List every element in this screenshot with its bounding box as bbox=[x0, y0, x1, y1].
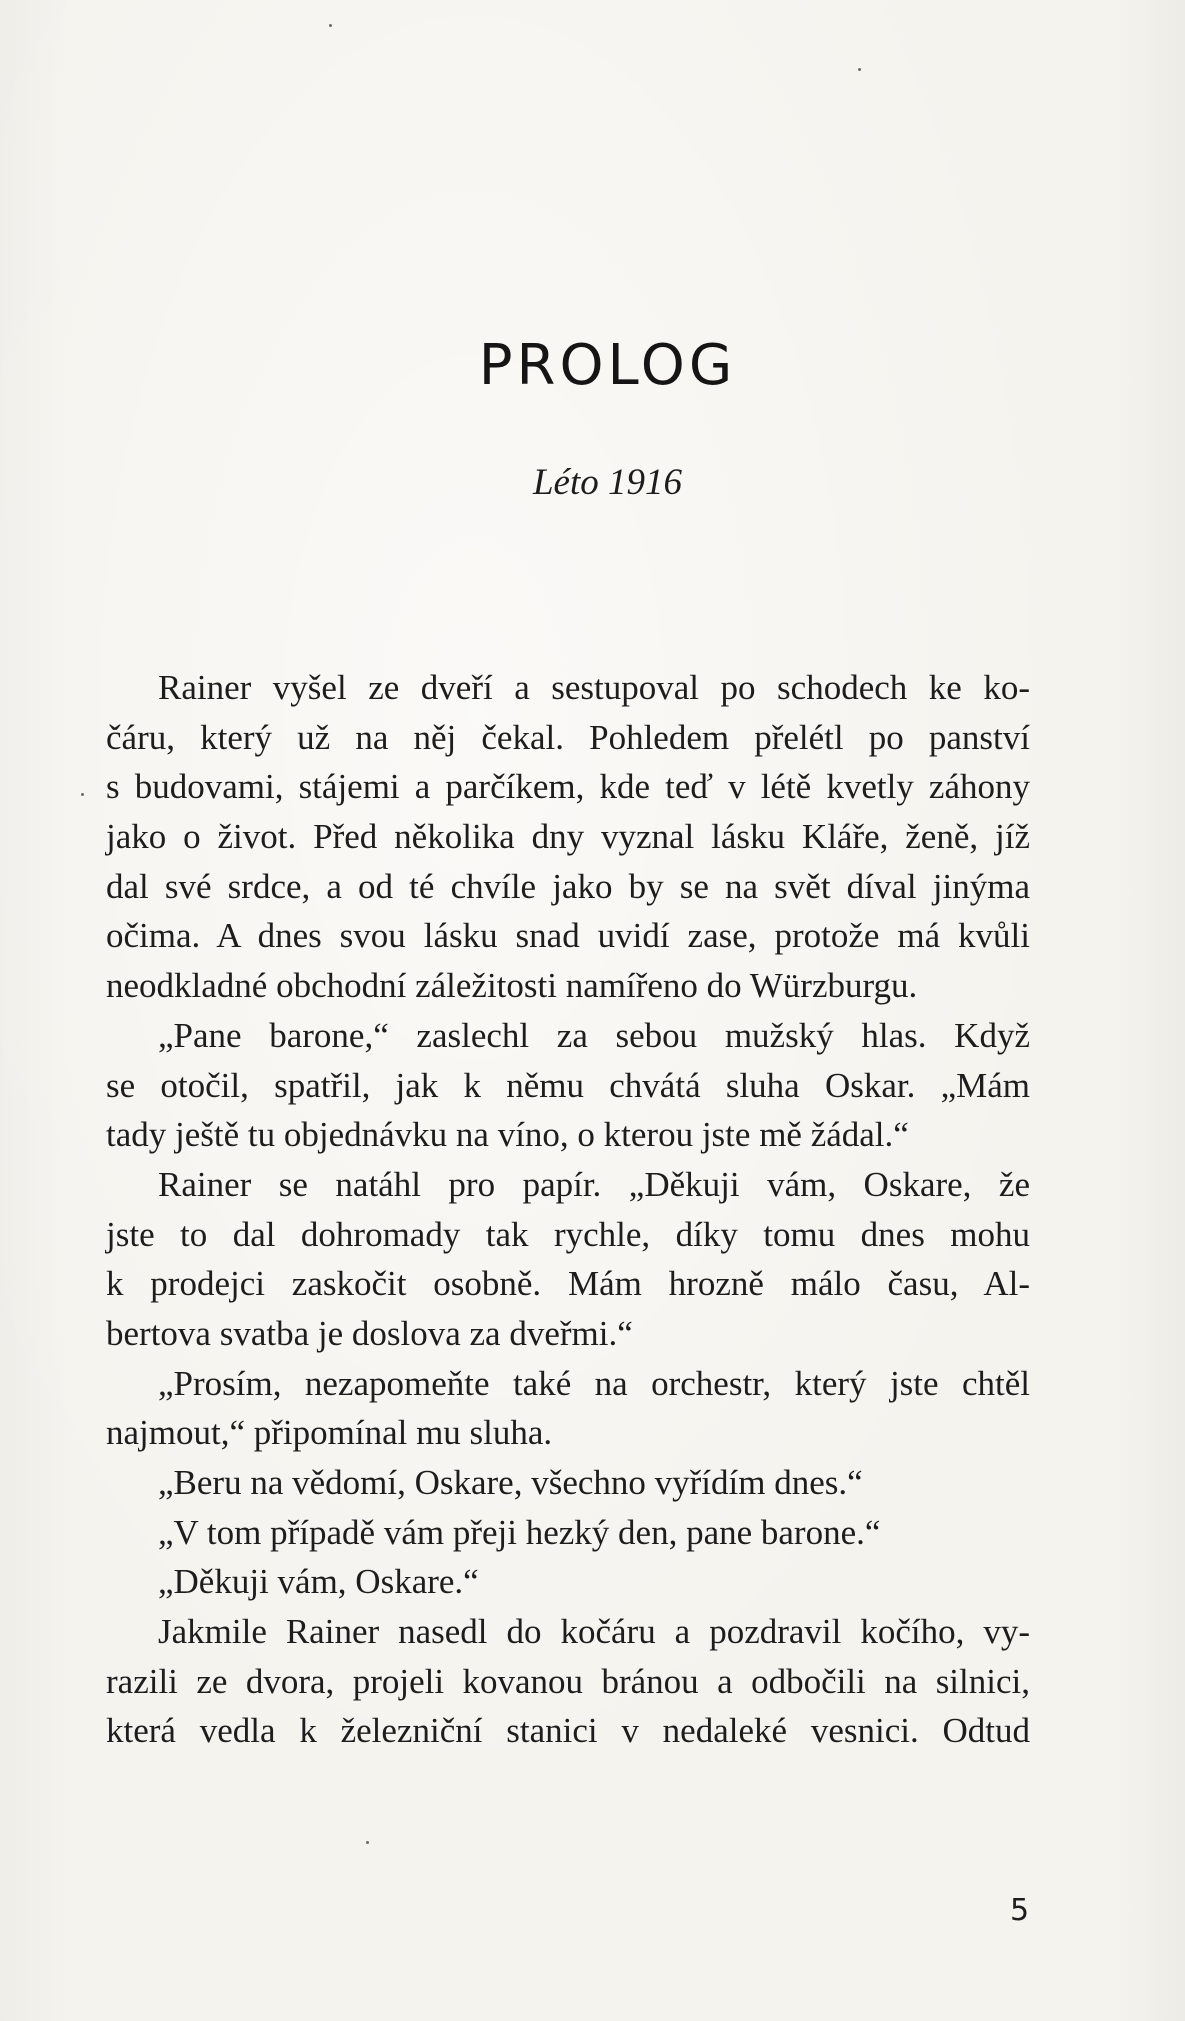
text-line: se otočil, spatřil, jak k němu chvátá sluha Oskar. „Mám bbox=[106, 1065, 1030, 1105]
text-line: jako o život. Před několika dny vyznal lásku Kláře, ženě, jíž bbox=[106, 817, 1030, 857]
text-line: Jakmile Rainer nasedl do kočáru a pozdravil kočího, vy- bbox=[158, 1612, 1030, 1652]
chapter-title: PROLOG bbox=[478, 333, 737, 398]
text-line: neodkladné obchodní záležitosti namířeno do Würzburgu. bbox=[106, 966, 918, 1006]
paper-speck bbox=[366, 1841, 369, 1844]
text-line: Rainer vyšel ze dveří a sestupoval po schodech ke ko- bbox=[158, 668, 1030, 707]
text-line: tady ještě tu objednávku na víno, o kterou jste mě žádal.“ bbox=[106, 1115, 909, 1155]
text-line: Rainer se natáhl pro papír. „Děkuji vám, Oskare, že bbox=[158, 1164, 1030, 1204]
text-line: „Beru na vědomí, Oskare, všechno vyřídím dnes.“ bbox=[158, 1463, 863, 1502]
text-line: „Děkuji vám, Oskare.“ bbox=[158, 1562, 479, 1602]
chapter-subtitle: Léto 1916 bbox=[532, 462, 683, 503]
text-line: dal své srdce, a od té chvíle jako by se na svět díval jinýma bbox=[106, 866, 1030, 906]
text-line: s budovami, stájemi a parčíkem, kde teď v létě kvetly záhony bbox=[106, 767, 1030, 807]
text-line: bertova svatba je doslova za dveřmi.“ bbox=[106, 1313, 633, 1353]
text-line: najmout,“ připomínal mu sluha. bbox=[106, 1413, 553, 1453]
paper-speck bbox=[81, 793, 84, 796]
paper-speck bbox=[858, 68, 861, 71]
text-line: razili ze dvora, projeli kovanou bránou a odbočili na silnici, bbox=[106, 1661, 1030, 1701]
text-line: jste to dal dohromady tak rychle, díky tomu dnes mohu bbox=[106, 1214, 1030, 1254]
text-line: která vedla k železniční stanici v nedaleké vesnici. Odtud bbox=[106, 1711, 1030, 1751]
page-number: 5 bbox=[1010, 1893, 1030, 1928]
text-line: k prodejci zaskočit osobně. Mám hrozně málo času, Al- bbox=[106, 1264, 1030, 1304]
text-line: „V tom případě vám přeji hezký den, pane barone.“ bbox=[158, 1512, 881, 1552]
text-line: „Prosím, nezapomeňte také na orchestr, který jste chtěl bbox=[158, 1363, 1030, 1403]
text-line: očima. A dnes svou lásku snad uvidí zase, protože má kvůli bbox=[106, 916, 1030, 956]
body-text bbox=[106, 663, 1030, 1756]
paper-speck bbox=[329, 24, 332, 27]
text-line: „Pane barone,“ zaslechl za sebou mužský hlas. Když bbox=[158, 1015, 1030, 1055]
text-line: čáru, který už na něj čekal. Pohledem přelétl po panství bbox=[106, 717, 1030, 757]
